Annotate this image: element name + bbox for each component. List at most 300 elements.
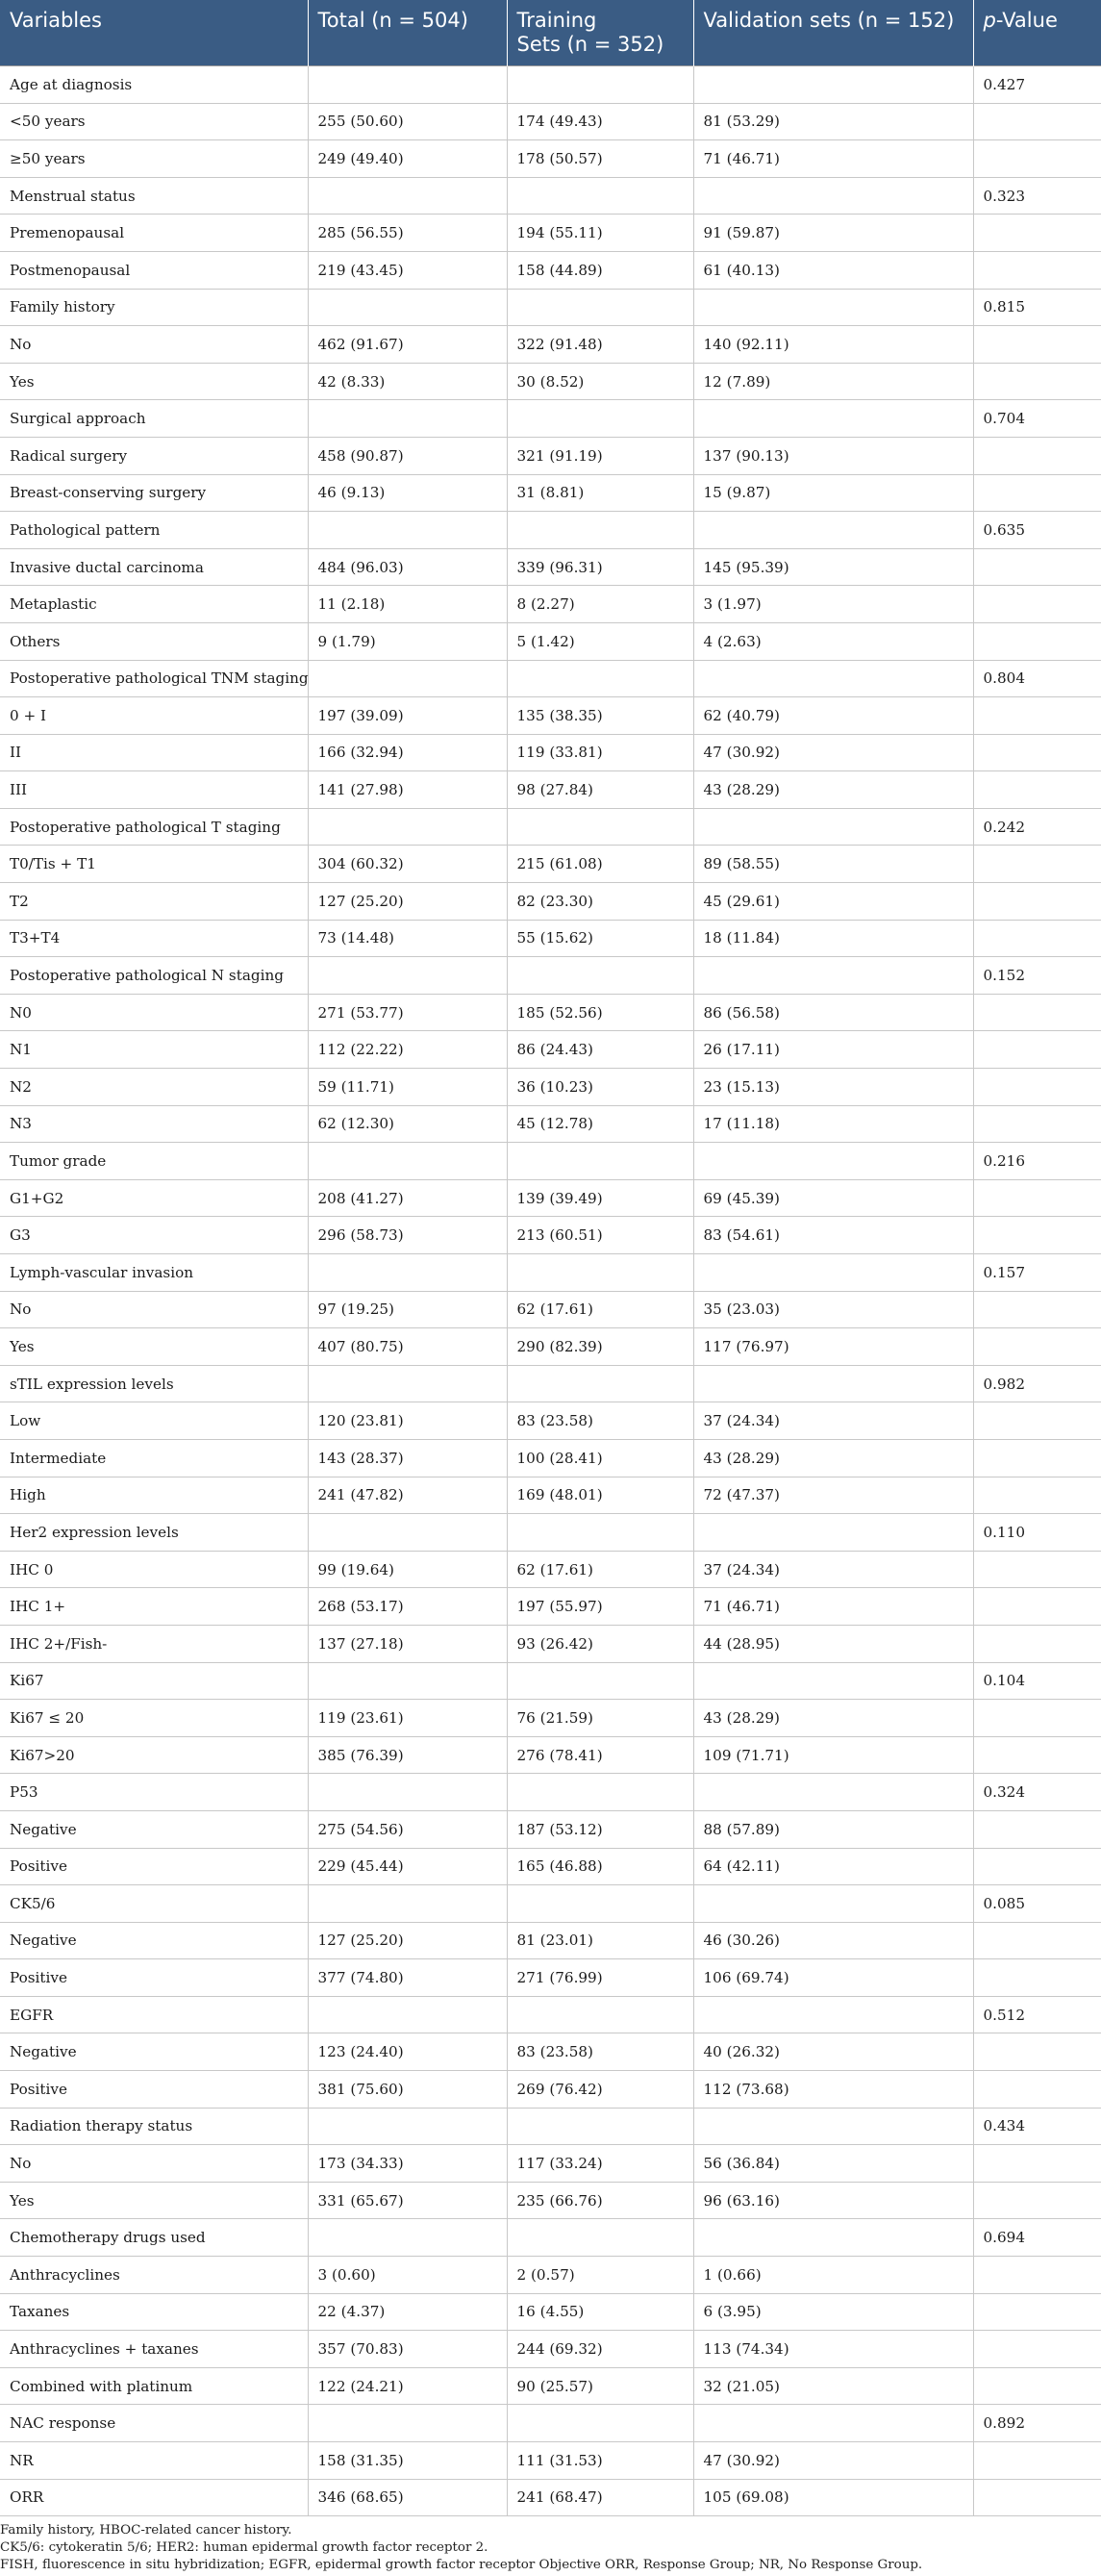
table-row bbox=[0, 586, 1101, 623]
validation-cell: 71 (46.71) bbox=[693, 1588, 973, 1626]
header-training-line2: Sets (n = 352) bbox=[516, 33, 664, 56]
validation-cell: 109 (71.71) bbox=[693, 1736, 973, 1774]
training-cell: 290 (82.39) bbox=[507, 1328, 693, 1366]
table-row bbox=[0, 1328, 1101, 1366]
training-cell: 213 (60.51) bbox=[507, 1217, 693, 1254]
p-value-cell bbox=[973, 103, 1101, 140]
table-row bbox=[0, 846, 1101, 883]
total-cell: 271 (53.77) bbox=[308, 994, 507, 1031]
training-cell: 81 (23.01) bbox=[507, 1922, 693, 1959]
table-body bbox=[0, 66, 1101, 2516]
table-row bbox=[0, 437, 1101, 474]
validation-cell: 69 (45.39) bbox=[693, 1179, 973, 1217]
p-value-cell bbox=[973, 1810, 1101, 1848]
table-row bbox=[0, 140, 1101, 178]
variable-cell: Ki67>20 bbox=[0, 1736, 308, 1774]
total-cell: 285 (56.55) bbox=[308, 215, 507, 252]
validation-cell: 44 (28.95) bbox=[693, 1625, 973, 1662]
table-row bbox=[0, 1922, 1101, 1959]
total-cell: 9 (1.79) bbox=[308, 622, 507, 660]
p-value-cell: 0.216 bbox=[973, 1143, 1101, 1180]
validation-cell bbox=[693, 177, 973, 215]
variable-cell: Family history bbox=[0, 289, 308, 326]
variable-cell: T0/Tis + T1 bbox=[0, 846, 308, 883]
p-value-cell bbox=[973, 1922, 1101, 1959]
validation-cell: 113 (74.34) bbox=[693, 2331, 973, 2368]
total-cell: 11 (2.18) bbox=[308, 586, 507, 623]
footnote: Family history, HBOC-related cancer history. bbox=[0, 2523, 292, 2538]
table-row bbox=[0, 251, 1101, 289]
validation-cell bbox=[693, 1254, 973, 1292]
table-group-row bbox=[0, 2219, 1101, 2257]
footnotes bbox=[0, 2516, 1101, 2574]
training-cell bbox=[507, 289, 693, 326]
training-cell: 8 (2.27) bbox=[507, 586, 693, 623]
table-row bbox=[0, 994, 1101, 1031]
variable-cell: IHC 1+ bbox=[0, 1588, 308, 1626]
training-cell bbox=[507, 1514, 693, 1552]
variable-cell: Intermediate bbox=[0, 1439, 308, 1477]
validation-cell: 43 (28.29) bbox=[693, 1439, 973, 1477]
table-group-row bbox=[0, 400, 1101, 438]
variable-cell: Radiation therapy status bbox=[0, 2108, 308, 2145]
total-cell: 249 (49.40) bbox=[308, 140, 507, 178]
total-cell: 123 (24.40) bbox=[308, 2033, 507, 2071]
p-value-cell bbox=[973, 1551, 1101, 1588]
training-cell: 16 (4.55) bbox=[507, 2293, 693, 2331]
variable-cell: Positive bbox=[0, 2071, 308, 2109]
validation-cell: 26 (17.11) bbox=[693, 1031, 973, 1069]
table-group-row bbox=[0, 512, 1101, 549]
table-row bbox=[0, 1736, 1101, 1774]
validation-cell: 112 (73.68) bbox=[693, 2071, 973, 2109]
validation-cell: 12 (7.89) bbox=[693, 363, 973, 400]
validation-cell bbox=[693, 1885, 973, 1923]
training-cell: 174 (49.43) bbox=[507, 103, 693, 140]
table-row bbox=[0, 697, 1101, 735]
header-p-value bbox=[973, 0, 1101, 66]
validation-cell: 62 (40.79) bbox=[693, 697, 973, 735]
variable-cell: Positive bbox=[0, 1959, 308, 1997]
table-row bbox=[0, 1439, 1101, 1477]
p-value-cell bbox=[973, 734, 1101, 771]
table-row bbox=[0, 474, 1101, 512]
total-cell bbox=[308, 289, 507, 326]
validation-cell: 46 (30.26) bbox=[693, 1922, 973, 1959]
training-cell: 62 (17.61) bbox=[507, 1551, 693, 1588]
p-value-cell bbox=[973, 326, 1101, 364]
variable-cell: Postoperative pathological T staging bbox=[0, 808, 308, 846]
validation-cell bbox=[693, 1514, 973, 1552]
training-cell: 119 (33.81) bbox=[507, 734, 693, 771]
table-group-row bbox=[0, 1514, 1101, 1552]
validation-cell: 6 (3.95) bbox=[693, 2293, 973, 2331]
total-cell: 127 (25.20) bbox=[308, 1922, 507, 1959]
validation-cell: 117 (76.97) bbox=[693, 1328, 973, 1366]
table-row bbox=[0, 622, 1101, 660]
total-cell bbox=[308, 2108, 507, 2145]
validation-cell: 37 (24.34) bbox=[693, 1551, 973, 1588]
total-cell: 3 (0.60) bbox=[308, 2257, 507, 2294]
validation-cell bbox=[693, 2405, 973, 2442]
training-cell bbox=[507, 1996, 693, 2033]
table-row bbox=[0, 363, 1101, 400]
header-training bbox=[507, 0, 693, 66]
variable-cell: Negative bbox=[0, 2033, 308, 2071]
variable-cell: G3 bbox=[0, 1217, 308, 1254]
variable-cell: Her2 expression levels bbox=[0, 1514, 308, 1552]
validation-cell: 88 (57.89) bbox=[693, 1810, 973, 1848]
table-row bbox=[0, 1069, 1101, 1106]
table-row bbox=[0, 548, 1101, 586]
variable-cell: ORR bbox=[0, 2479, 308, 2516]
variable-cell: Ki67 bbox=[0, 1662, 308, 1700]
variable-cell: Yes bbox=[0, 363, 308, 400]
variable-cell: Ki67 ≤ 20 bbox=[0, 1700, 308, 1737]
p-value-cell: 0.892 bbox=[973, 2405, 1101, 2442]
p-value-cell bbox=[973, 140, 1101, 178]
p-value-cell: 0.323 bbox=[973, 177, 1101, 215]
total-cell: 458 (90.87) bbox=[308, 437, 507, 474]
variable-cell: Postoperative pathological TNM staging bbox=[0, 660, 308, 697]
validation-cell: 56 (36.84) bbox=[693, 2145, 973, 2183]
validation-cell: 37 (24.34) bbox=[693, 1402, 973, 1440]
header-training-line1: Training bbox=[516, 9, 597, 32]
training-cell: 83 (23.58) bbox=[507, 2033, 693, 2071]
table-header bbox=[0, 0, 1101, 66]
validation-cell: 140 (92.11) bbox=[693, 326, 973, 364]
table-row bbox=[0, 1625, 1101, 1662]
table-row bbox=[0, 2145, 1101, 2183]
table-row bbox=[0, 1959, 1101, 1997]
total-cell: 197 (39.09) bbox=[308, 697, 507, 735]
validation-cell: 15 (9.87) bbox=[693, 474, 973, 512]
p-value-cell bbox=[973, 846, 1101, 883]
table-row bbox=[0, 734, 1101, 771]
training-cell: 276 (78.41) bbox=[507, 1736, 693, 1774]
p-value-cell bbox=[973, 1031, 1101, 1069]
variable-cell: ≥50 years bbox=[0, 140, 308, 178]
p-value-cell bbox=[973, 994, 1101, 1031]
total-cell: 99 (19.64) bbox=[308, 1551, 507, 1588]
total-cell bbox=[308, 66, 507, 104]
variable-cell: High bbox=[0, 1477, 308, 1514]
p-value-cell bbox=[973, 1179, 1101, 1217]
validation-cell bbox=[693, 1996, 973, 2033]
validation-cell: 43 (28.29) bbox=[693, 1700, 973, 1737]
total-cell bbox=[308, 1514, 507, 1552]
training-cell bbox=[507, 2219, 693, 2257]
variable-cell: Yes bbox=[0, 1328, 308, 1366]
variable-cell: Combined with platinum bbox=[0, 2367, 308, 2405]
validation-cell: 4 (2.63) bbox=[693, 622, 973, 660]
total-cell: 158 (31.35) bbox=[308, 2442, 507, 2480]
p-value-cell bbox=[973, 1217, 1101, 1254]
table-row bbox=[0, 2293, 1101, 2331]
validation-cell bbox=[693, 2219, 973, 2257]
p-value-cell bbox=[973, 215, 1101, 252]
validation-cell: 106 (69.74) bbox=[693, 1959, 973, 1997]
p-value-cell: 0.704 bbox=[973, 400, 1101, 438]
total-cell: 120 (23.81) bbox=[308, 1402, 507, 1440]
p-value-cell bbox=[973, 1105, 1101, 1143]
variable-cell: Pathological pattern bbox=[0, 512, 308, 549]
total-cell bbox=[308, 2219, 507, 2257]
p-value-cell bbox=[973, 2257, 1101, 2294]
p-value-cell: 0.157 bbox=[973, 1254, 1101, 1292]
validation-cell bbox=[693, 1365, 973, 1402]
training-cell: 93 (26.42) bbox=[507, 1625, 693, 1662]
variable-cell: III bbox=[0, 771, 308, 809]
total-cell: 377 (74.80) bbox=[308, 1959, 507, 1997]
table-group-row bbox=[0, 808, 1101, 846]
training-cell: 62 (17.61) bbox=[507, 1291, 693, 1328]
variable-cell: Chemotherapy drugs used bbox=[0, 2219, 308, 2257]
total-cell: 304 (60.32) bbox=[308, 846, 507, 883]
table-row bbox=[0, 1848, 1101, 1885]
variable-cell: Breast-conserving surgery bbox=[0, 474, 308, 512]
p-value-cell bbox=[973, 2479, 1101, 2516]
table-row bbox=[0, 2033, 1101, 2071]
table-group-row bbox=[0, 1885, 1101, 1923]
validation-cell: 40 (26.32) bbox=[693, 2033, 973, 2071]
p-value-cell bbox=[973, 437, 1101, 474]
variable-cell: Low bbox=[0, 1402, 308, 1440]
variable-cell: Lymph-vascular invasion bbox=[0, 1254, 308, 1292]
validation-cell: 72 (47.37) bbox=[693, 1477, 973, 1514]
total-cell: 229 (45.44) bbox=[308, 1848, 507, 1885]
training-cell bbox=[507, 177, 693, 215]
table-group-row bbox=[0, 957, 1101, 995]
table-row bbox=[0, 2257, 1101, 2294]
table-row bbox=[0, 2367, 1101, 2405]
training-cell: 55 (15.62) bbox=[507, 920, 693, 957]
table-group-row bbox=[0, 2405, 1101, 2442]
total-cell: 268 (53.17) bbox=[308, 1588, 507, 1626]
total-cell: 127 (25.20) bbox=[308, 883, 507, 921]
p-value-cell bbox=[973, 1625, 1101, 1662]
header-total: Total (n = 504) bbox=[308, 0, 507, 66]
p-value-cell: 0.635 bbox=[973, 512, 1101, 549]
table-group-row bbox=[0, 1365, 1101, 1402]
variable-cell: CK5/6 bbox=[0, 1885, 308, 1923]
validation-cell bbox=[693, 1662, 973, 1700]
p-value-cell: 0.427 bbox=[973, 66, 1101, 104]
total-cell: 59 (11.71) bbox=[308, 1069, 507, 1106]
total-cell: 346 (68.65) bbox=[308, 2479, 507, 2516]
validation-cell: 43 (28.29) bbox=[693, 771, 973, 809]
total-cell bbox=[308, 660, 507, 697]
variable-cell: No bbox=[0, 1291, 308, 1328]
validation-cell: 45 (29.61) bbox=[693, 883, 973, 921]
table-row bbox=[0, 920, 1101, 957]
variable-cell: N3 bbox=[0, 1105, 308, 1143]
training-cell: 76 (21.59) bbox=[507, 1700, 693, 1737]
validation-cell bbox=[693, 1143, 973, 1180]
variable-cell: N0 bbox=[0, 994, 308, 1031]
footnote: FISH, fluorescence in situ hybridization; EGFR, epidermal growth factor receptor Objective ORR, Response Group; NR, No Response Group. bbox=[0, 2558, 923, 2573]
variable-cell: T2 bbox=[0, 883, 308, 921]
total-cell bbox=[308, 2405, 507, 2442]
p-value-cell bbox=[973, 1848, 1101, 1885]
table-row bbox=[0, 1105, 1101, 1143]
training-cell: 100 (28.41) bbox=[507, 1439, 693, 1477]
total-cell: 385 (76.39) bbox=[308, 1736, 507, 1774]
variable-cell: NR bbox=[0, 2442, 308, 2480]
table-row bbox=[0, 1402, 1101, 1440]
variable-cell: sTIL expression levels bbox=[0, 1365, 308, 1402]
validation-cell bbox=[693, 400, 973, 438]
total-cell: 484 (96.03) bbox=[308, 548, 507, 586]
variable-cell: Taxanes bbox=[0, 2293, 308, 2331]
total-cell: 219 (43.45) bbox=[308, 251, 507, 289]
variable-cell: II bbox=[0, 734, 308, 771]
table-group-row bbox=[0, 289, 1101, 326]
training-cell: 165 (46.88) bbox=[507, 1848, 693, 1885]
variable-cell: P53 bbox=[0, 1774, 308, 1811]
p-value-cell bbox=[973, 2442, 1101, 2480]
training-cell: 244 (69.32) bbox=[507, 2331, 693, 2368]
variable-cell: Negative bbox=[0, 1810, 308, 1848]
table-row bbox=[0, 2071, 1101, 2109]
validation-cell: 47 (30.92) bbox=[693, 734, 973, 771]
validation-cell: 61 (40.13) bbox=[693, 251, 973, 289]
training-cell: 135 (38.35) bbox=[507, 697, 693, 735]
table-group-row bbox=[0, 2108, 1101, 2145]
variable-cell: Anthracyclines + taxanes bbox=[0, 2331, 308, 2368]
validation-cell bbox=[693, 808, 973, 846]
total-cell: 255 (50.60) bbox=[308, 103, 507, 140]
p-value-cell bbox=[973, 2145, 1101, 2183]
total-cell: 166 (32.94) bbox=[308, 734, 507, 771]
p-value-cell bbox=[973, 1439, 1101, 1477]
header-validation: Validation sets (n = 152) bbox=[693, 0, 973, 66]
p-value-cell: 0.804 bbox=[973, 660, 1101, 697]
table-row bbox=[0, 215, 1101, 252]
table-row bbox=[0, 2182, 1101, 2219]
header-row bbox=[0, 0, 1101, 66]
total-cell: 331 (65.67) bbox=[308, 2182, 507, 2219]
training-cell: 269 (76.42) bbox=[507, 2071, 693, 2109]
p-value-cell bbox=[973, 2367, 1101, 2405]
total-cell: 241 (47.82) bbox=[308, 1477, 507, 1514]
validation-cell: 3 (1.97) bbox=[693, 586, 973, 623]
p-value-cell bbox=[973, 1959, 1101, 1997]
validation-cell bbox=[693, 2108, 973, 2145]
variable-cell: G1+G2 bbox=[0, 1179, 308, 1217]
training-cell: 197 (55.97) bbox=[507, 1588, 693, 1626]
p-value-cell bbox=[973, 2293, 1101, 2331]
training-cell: 215 (61.08) bbox=[507, 846, 693, 883]
total-cell: 275 (54.56) bbox=[308, 1810, 507, 1848]
p-value-cell bbox=[973, 771, 1101, 809]
training-cell bbox=[507, 1662, 693, 1700]
variable-cell: Others bbox=[0, 622, 308, 660]
training-cell bbox=[507, 1254, 693, 1292]
validation-cell bbox=[693, 660, 973, 697]
p-value-cell bbox=[973, 1069, 1101, 1106]
validation-cell bbox=[693, 512, 973, 549]
training-cell: 322 (91.48) bbox=[507, 326, 693, 364]
training-cell bbox=[507, 2405, 693, 2442]
p-value-cell bbox=[973, 548, 1101, 586]
total-cell: 208 (41.27) bbox=[308, 1179, 507, 1217]
table-group-row bbox=[0, 66, 1101, 104]
variable-cell: N2 bbox=[0, 1069, 308, 1106]
validation-cell: 89 (58.55) bbox=[693, 846, 973, 883]
table-group-row bbox=[0, 1143, 1101, 1180]
table-row bbox=[0, 1588, 1101, 1626]
validation-cell: 18 (11.84) bbox=[693, 920, 973, 957]
total-cell: 22 (4.37) bbox=[308, 2293, 507, 2331]
total-cell: 119 (23.61) bbox=[308, 1700, 507, 1737]
p-value-cell bbox=[973, 1291, 1101, 1328]
training-cell: 45 (12.78) bbox=[507, 1105, 693, 1143]
total-cell bbox=[308, 1143, 507, 1180]
training-cell bbox=[507, 512, 693, 549]
training-cell bbox=[507, 1885, 693, 1923]
training-cell: 194 (55.11) bbox=[507, 215, 693, 252]
total-cell: 137 (27.18) bbox=[308, 1625, 507, 1662]
variable-cell: No bbox=[0, 326, 308, 364]
total-cell: 173 (34.33) bbox=[308, 2145, 507, 2183]
p-value-cell bbox=[973, 697, 1101, 735]
table-group-row bbox=[0, 660, 1101, 697]
total-cell bbox=[308, 1885, 507, 1923]
validation-cell bbox=[693, 1774, 973, 1811]
table-group-row bbox=[0, 177, 1101, 215]
training-cell: 30 (8.52) bbox=[507, 363, 693, 400]
p-value-cell: 0.242 bbox=[973, 808, 1101, 846]
variable-cell: Premenopausal bbox=[0, 215, 308, 252]
p-value-cell bbox=[973, 586, 1101, 623]
p-value-cell: 0.085 bbox=[973, 1885, 1101, 1923]
total-cell bbox=[308, 1365, 507, 1402]
variable-cell: T3+T4 bbox=[0, 920, 308, 957]
variable-cell: Yes bbox=[0, 2182, 308, 2219]
validation-cell: 81 (53.29) bbox=[693, 103, 973, 140]
training-cell: 31 (8.81) bbox=[507, 474, 693, 512]
p-value-cell: 0.512 bbox=[973, 1996, 1101, 2033]
training-cell: 117 (33.24) bbox=[507, 2145, 693, 2183]
table-row bbox=[0, 326, 1101, 364]
validation-cell: 105 (69.08) bbox=[693, 2479, 973, 2516]
table-group-row bbox=[0, 1774, 1101, 1811]
total-cell bbox=[308, 512, 507, 549]
table-row bbox=[0, 1031, 1101, 1069]
training-cell: 36 (10.23) bbox=[507, 1069, 693, 1106]
training-cell bbox=[507, 957, 693, 995]
header-p-suffix: -Value bbox=[995, 9, 1058, 32]
p-value-cell: 0.694 bbox=[973, 2219, 1101, 2257]
p-value-cell bbox=[973, 2033, 1101, 2071]
variable-cell: Negative bbox=[0, 1922, 308, 1959]
training-cell: 169 (48.01) bbox=[507, 1477, 693, 1514]
total-cell: 143 (28.37) bbox=[308, 1439, 507, 1477]
variable-cell: Tumor grade bbox=[0, 1143, 308, 1180]
table-row bbox=[0, 1291, 1101, 1328]
validation-cell bbox=[693, 957, 973, 995]
validation-cell: 86 (56.58) bbox=[693, 994, 973, 1031]
variable-cell: Surgical approach bbox=[0, 400, 308, 438]
training-cell: 158 (44.89) bbox=[507, 251, 693, 289]
total-cell: 62 (12.30) bbox=[308, 1105, 507, 1143]
variable-cell: IHC 0 bbox=[0, 1551, 308, 1588]
validation-cell: 137 (90.13) bbox=[693, 437, 973, 474]
validation-cell bbox=[693, 289, 973, 326]
p-value-cell bbox=[973, 883, 1101, 921]
p-value-cell bbox=[973, 1328, 1101, 1366]
